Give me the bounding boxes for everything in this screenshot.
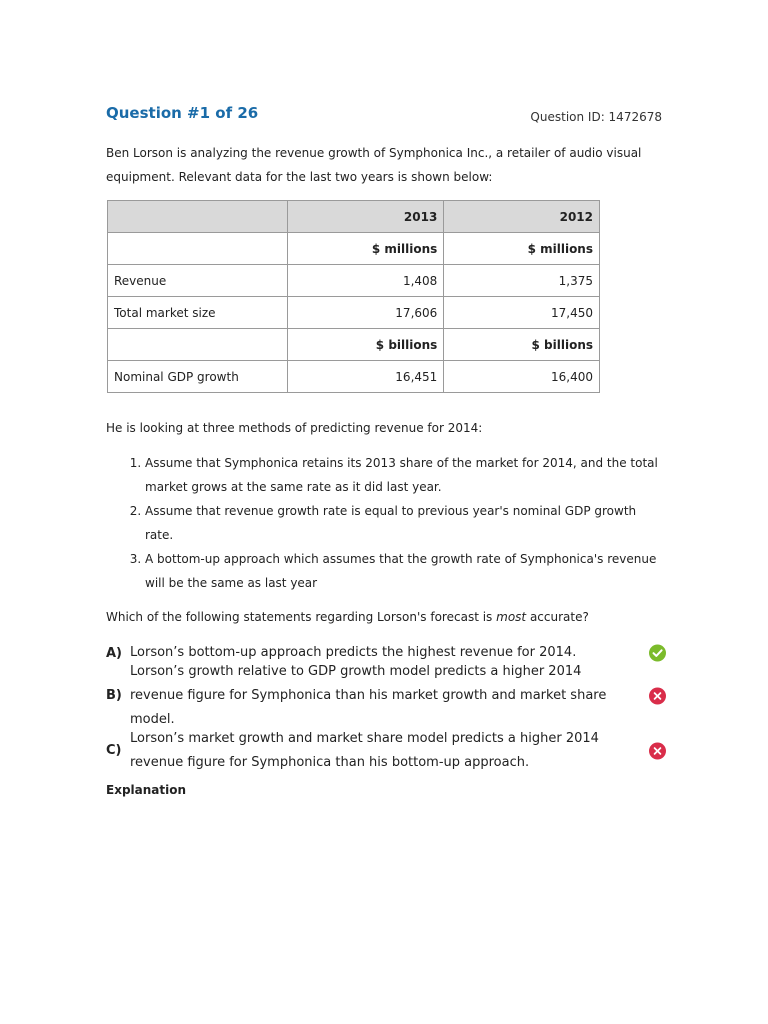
table-unit-row bbox=[108, 329, 600, 361]
methods-lead-text: He is looking at three methods of predicting revenue for 2014: bbox=[106, 421, 483, 435]
table-row bbox=[108, 361, 600, 393]
answer-option-b[interactable] bbox=[106, 663, 666, 727]
question-stem-end: accurate? bbox=[526, 610, 589, 624]
check-circle-icon bbox=[649, 645, 666, 662]
table-row bbox=[108, 297, 600, 329]
table-cell: 2013 bbox=[287, 201, 444, 233]
explanation-heading: Explanation bbox=[106, 783, 187, 797]
table-header-row bbox=[108, 201, 600, 233]
option-text: Lorson’s bottom-up approach predicts the highest revenue for 2014. bbox=[130, 645, 577, 660]
option-letter: B) bbox=[106, 688, 122, 703]
table-cell: 16,451 bbox=[287, 361, 444, 393]
table-cell: $ billions bbox=[444, 329, 600, 361]
table-cell: 1,408 bbox=[287, 265, 444, 297]
table-cell: $ billions bbox=[287, 329, 444, 361]
table-cell: 2012 bbox=[444, 201, 600, 233]
table-cell: 17,450 bbox=[444, 297, 600, 329]
table-cell bbox=[108, 201, 288, 233]
option-text: Lorson’s growth relative to GDP growth model predicts a higher 2014 revenue figure for Symphonica than his market growth and market share model. bbox=[130, 663, 607, 727]
option-text: Lorson’s market growth and market share model predicts a higher 2014 revenue figure for Symphonica than his bottom-up approach. bbox=[130, 730, 599, 770]
table-cell: 17,606 bbox=[287, 297, 444, 329]
table-cell: $ millions bbox=[444, 233, 600, 265]
revenue-data-table bbox=[107, 200, 600, 393]
table-cell bbox=[108, 233, 288, 265]
answer-option-c[interactable] bbox=[106, 725, 666, 776]
table-cell: Nominal GDP growth bbox=[108, 361, 288, 393]
table-cell: $ millions bbox=[287, 233, 444, 265]
table-row bbox=[108, 265, 600, 297]
x-circle-icon bbox=[649, 687, 666, 704]
question-title: Question #1 of 26 bbox=[106, 104, 259, 122]
table-cell: 1,375 bbox=[444, 265, 600, 297]
table-unit-row bbox=[108, 233, 600, 265]
question-emphasis: most bbox=[496, 610, 527, 624]
x-circle-icon bbox=[649, 742, 666, 759]
answer-options bbox=[106, 640, 666, 776]
table-cell: Revenue bbox=[108, 265, 288, 297]
option-letter: C) bbox=[106, 743, 122, 758]
question-id: Question ID: 1472678 bbox=[530, 110, 662, 124]
methods-list bbox=[106, 451, 666, 595]
intro-paragraph: Ben Lorson is analyzing the revenue growth of Symphonica Inc., a retailer of audio visual equipment. Relevant data for the last two years is shown below: bbox=[106, 146, 642, 184]
question-stem bbox=[106, 605, 589, 629]
option-letter: A) bbox=[106, 645, 123, 661]
table-cell bbox=[108, 329, 288, 361]
table-cell: 16,400 bbox=[444, 361, 600, 393]
list-item: 2. Assume that revenue growth rate is equal to previous year's nominal GDP growth rate. bbox=[145, 499, 666, 547]
list-item: 1. Assume that Symphonica retains its 2013 share of the market for 2014, and the total market grows at the same rate as it did last year. bbox=[145, 451, 666, 499]
table-cell: Total market size bbox=[108, 297, 288, 329]
list-item: 3. A bottom-up approach which assumes that the growth rate of Symphonica's revenue will be the same as last year bbox=[145, 547, 666, 595]
question-stem-start: Which of the following statements regarding Lorson's forecast is bbox=[106, 610, 497, 624]
